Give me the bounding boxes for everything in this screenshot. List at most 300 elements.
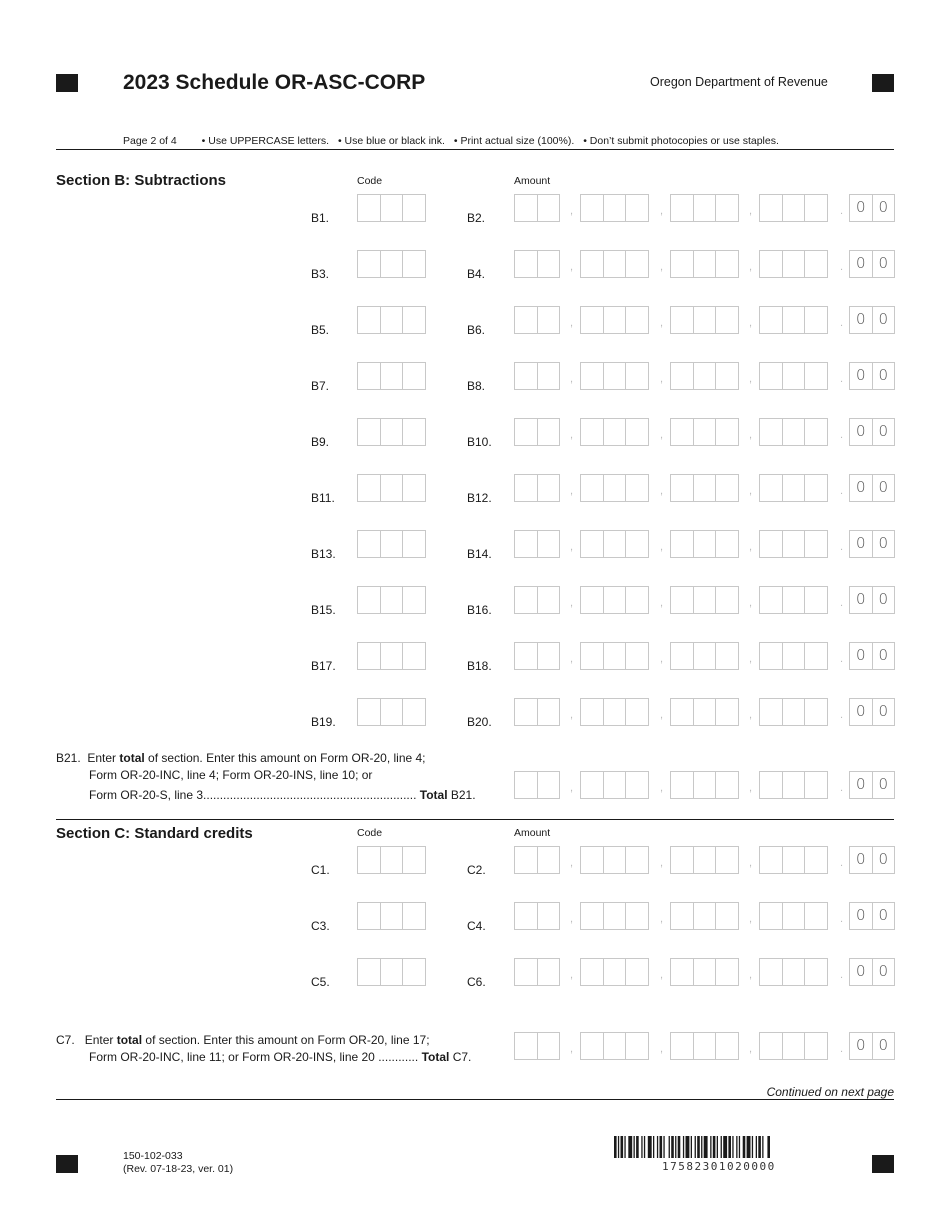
code-field-b13-cell[interactable] bbox=[403, 531, 425, 557]
line-c2-amount-group-4-cell[interactable] bbox=[783, 847, 806, 873]
code-field-b15-cell[interactable] bbox=[381, 587, 404, 613]
line-b10-amount-group-2-cell[interactable] bbox=[604, 419, 627, 445]
code-field-b15-cell[interactable] bbox=[403, 587, 425, 613]
line-c2-amount-group-1-cell[interactable] bbox=[538, 847, 560, 873]
line-c2-thousands-separator: , bbox=[660, 857, 664, 869]
line-b16-amount-group-4[interactable] bbox=[759, 586, 828, 614]
line-b8-cents-field bbox=[849, 362, 895, 390]
line-b20-amount-group-1-cell[interactable] bbox=[538, 699, 560, 725]
line-c2-amount-group-2-cell[interactable] bbox=[604, 847, 627, 873]
line-b18-amount-group-3-cell[interactable] bbox=[671, 643, 694, 669]
code-field-b7-cell[interactable] bbox=[403, 363, 425, 389]
line-c2-amount-group-4[interactable] bbox=[759, 846, 828, 874]
line-b2-amount-group-2-cell[interactable] bbox=[626, 195, 648, 221]
line-b4-amount-group-2-cell[interactable] bbox=[581, 251, 604, 277]
code-field-b5-cell[interactable] bbox=[358, 307, 381, 333]
line-c7-thousands-separator: , bbox=[749, 1043, 753, 1055]
line-b12-amount-group-4[interactable] bbox=[759, 474, 828, 502]
line-b2-amount-group-4-cell[interactable] bbox=[805, 195, 827, 221]
line-c6-amount-group-1-cell[interactable] bbox=[538, 959, 560, 985]
line-b21-amount-group-4[interactable] bbox=[759, 771, 828, 799]
line-b14-amount-group-2-cell[interactable] bbox=[604, 531, 627, 557]
line-b20-amount-group-1-cell[interactable] bbox=[515, 699, 538, 725]
line-b2-amount-group-4-cell[interactable] bbox=[783, 195, 806, 221]
line-c2-amount-group-2-cell[interactable] bbox=[581, 847, 604, 873]
line-b10-amount-group-4[interactable] bbox=[759, 418, 828, 446]
code-field-b3-cell[interactable] bbox=[381, 251, 404, 277]
line-b16-amount-group-2-cell[interactable] bbox=[604, 587, 627, 613]
line-b6-amount-group-4-cell[interactable] bbox=[760, 307, 783, 333]
line-c4-amount-group-2[interactable] bbox=[580, 902, 649, 930]
line-c7-amount-group-3-cell[interactable] bbox=[694, 1033, 717, 1059]
code-field-b17-cell[interactable] bbox=[358, 643, 381, 669]
line-b12-amount-group-3-cell[interactable] bbox=[694, 475, 717, 501]
line-b14-amount-group-4-cell[interactable] bbox=[805, 531, 827, 557]
line-b10-amount-group-4-cell[interactable] bbox=[783, 419, 806, 445]
line-c4-amount-group-4-cell[interactable] bbox=[760, 903, 783, 929]
line-b12-amount-group-4-cell[interactable] bbox=[783, 475, 806, 501]
line-b16-amount-group-4-cell[interactable] bbox=[783, 587, 806, 613]
code-field-b15[interactable] bbox=[357, 586, 426, 614]
line-b10-amount-group-1-cell[interactable] bbox=[538, 419, 560, 445]
line-b10-amount-group-3-cell[interactable] bbox=[716, 419, 738, 445]
line-b2-amount-group-2[interactable] bbox=[580, 194, 649, 222]
line-b18-amount-group-1-cell[interactable] bbox=[515, 643, 538, 669]
line-b20-amount-group-4-cell[interactable] bbox=[783, 699, 806, 725]
line-c7-amount-group-2-cell[interactable] bbox=[581, 1033, 604, 1059]
line-b14-amount-group-2-cell[interactable] bbox=[581, 531, 604, 557]
line-b8-amount-group-4[interactable] bbox=[759, 362, 828, 390]
line-b6-amount-group-2[interactable] bbox=[580, 306, 649, 334]
line-b16-amount-group-2-cell[interactable] bbox=[626, 587, 648, 613]
line-b8-amount-group-1-cell[interactable] bbox=[515, 363, 538, 389]
line-c7-amount-group-1-cell[interactable] bbox=[515, 1033, 538, 1059]
line-b6-amount-group-4-cell[interactable] bbox=[805, 307, 827, 333]
line-b18-amount-group-3[interactable] bbox=[670, 642, 739, 670]
line-b10-amount-group-2[interactable] bbox=[580, 418, 649, 446]
line-c7-amount-group-4-cell[interactable] bbox=[783, 1033, 806, 1059]
line-b18-amount-group-3-cell[interactable] bbox=[694, 643, 717, 669]
line-b20-amount-group-3[interactable] bbox=[670, 698, 739, 726]
line-b21-amount-group-4-cell[interactable] bbox=[760, 772, 783, 798]
line-c7-amount-group-3[interactable] bbox=[670, 1032, 739, 1060]
code-field-c3[interactable] bbox=[357, 902, 426, 930]
line-c7-amount-group-4-cell[interactable] bbox=[760, 1033, 783, 1059]
line-b20-amount-group-2-cell[interactable] bbox=[604, 699, 627, 725]
line-b10-thousands-separator: , bbox=[660, 429, 664, 441]
line-b12-amount-group-2-cell[interactable] bbox=[604, 475, 627, 501]
line-c4-amount-group-3-cell[interactable] bbox=[671, 903, 694, 929]
line-b21-amount-group-3-cell[interactable] bbox=[694, 772, 717, 798]
line-c2-amount-group-2-cell[interactable] bbox=[626, 847, 648, 873]
code-field-c1-cell[interactable] bbox=[381, 847, 404, 873]
line-b20-amount-group-1[interactable] bbox=[514, 698, 560, 726]
line-b10-amount-group-4-cell[interactable] bbox=[760, 419, 783, 445]
line-b8-amount-group-2-cell[interactable] bbox=[581, 363, 604, 389]
line-b18-amount-group-4-cell[interactable] bbox=[760, 643, 783, 669]
code-field-b19-cell[interactable] bbox=[381, 699, 404, 725]
code-field-c3-cell[interactable] bbox=[403, 903, 425, 929]
line-b4-thousands-separator: , bbox=[660, 261, 664, 273]
line-c2-amount-group-1[interactable] bbox=[514, 846, 560, 874]
line-b8-amount-group-3-cell[interactable] bbox=[716, 363, 738, 389]
line-b4-amount-group-1[interactable] bbox=[514, 250, 560, 278]
line-b18-amount-group-4-cell[interactable] bbox=[783, 643, 806, 669]
line-b21-amount-group-1[interactable] bbox=[514, 771, 560, 799]
barcode-bar bbox=[678, 1136, 681, 1158]
line-c4-amount-group-3-cell[interactable] bbox=[716, 903, 738, 929]
line-b6-amount-group-2-cell[interactable] bbox=[626, 307, 648, 333]
line-b16-amount-group-3-cell[interactable] bbox=[671, 587, 694, 613]
line-b20-amount-group-4-cell[interactable] bbox=[760, 699, 783, 725]
line-b10-amount-group-2-cell[interactable] bbox=[626, 419, 648, 445]
line-b10-amount-group-3-cell[interactable] bbox=[694, 419, 717, 445]
code-field-b17[interactable] bbox=[357, 642, 426, 670]
line-c2-amount-group-3-cell[interactable] bbox=[671, 847, 694, 873]
line-b21-amount-group-3[interactable] bbox=[670, 771, 739, 799]
line-b16-amount-group-2[interactable] bbox=[580, 586, 649, 614]
line-c4-amount-group-3[interactable] bbox=[670, 902, 739, 930]
line-c7-amount-group-3-cell[interactable] bbox=[716, 1033, 738, 1059]
line-c7-amount-group-4-cell[interactable] bbox=[805, 1033, 827, 1059]
line-b4-amount-group-2-cell[interactable] bbox=[604, 251, 627, 277]
line-b21-amount-group-2-cell[interactable] bbox=[604, 772, 627, 798]
line-c7-amount-group-1-cell[interactable] bbox=[538, 1033, 560, 1059]
code-field-b9-cell[interactable] bbox=[403, 419, 425, 445]
line-c6-amount-group-3-cell[interactable] bbox=[671, 959, 694, 985]
line-c6-amount-group-4-cell[interactable] bbox=[760, 959, 783, 985]
code-field-b3-cell[interactable] bbox=[403, 251, 425, 277]
line-b4-amount-group-2-cell[interactable] bbox=[626, 251, 648, 277]
line-b14-amount-group-4[interactable] bbox=[759, 530, 828, 558]
line-b21-amount-group-3-cell[interactable] bbox=[716, 772, 738, 798]
code-field-b11-cell[interactable] bbox=[381, 475, 404, 501]
line-c2-amount-group-1-cell[interactable] bbox=[515, 847, 538, 873]
line-b4-amount-group-2[interactable] bbox=[580, 250, 649, 278]
line-b6-amount-group-3[interactable] bbox=[670, 306, 739, 334]
line-b6-amount-group-3-cell[interactable] bbox=[716, 307, 738, 333]
line-b16-amount-group-4-cell[interactable] bbox=[805, 587, 827, 613]
code-field-b13[interactable] bbox=[357, 530, 426, 558]
line-b21-cents-field bbox=[849, 771, 895, 799]
line-b20-amount-group-3-cell[interactable] bbox=[716, 699, 738, 725]
line-c6-amount-group-2-cell[interactable] bbox=[626, 959, 648, 985]
line-b14-amount-group-1-cell[interactable] bbox=[515, 531, 538, 557]
line-b12-amount-group-2-cell[interactable] bbox=[581, 475, 604, 501]
form-number-block bbox=[123, 1150, 233, 1176]
line-b12-decimal-point: . bbox=[840, 485, 844, 497]
line-c6-amount-group-3[interactable] bbox=[670, 958, 739, 986]
code-field-b1-cell[interactable] bbox=[358, 195, 381, 221]
line-b6-amount-group-1[interactable] bbox=[514, 306, 560, 334]
line-b14-thousands-separator: , bbox=[749, 541, 753, 553]
code-field-b5-cell[interactable] bbox=[403, 307, 425, 333]
line-b18-amount-group-1-cell[interactable] bbox=[538, 643, 560, 669]
line-c4-amount-group-3-cell[interactable] bbox=[694, 903, 717, 929]
code-field-c3-cell[interactable] bbox=[358, 903, 381, 929]
line-b21-amount-group-2-cell[interactable] bbox=[581, 772, 604, 798]
line-c7-amount-group-2-cell[interactable] bbox=[626, 1033, 648, 1059]
line-c4-amount-group-4-cell[interactable] bbox=[805, 903, 827, 929]
line-c4-amount-group-4-cell[interactable] bbox=[783, 903, 806, 929]
line-c6-amount-group-2[interactable] bbox=[580, 958, 649, 986]
line-b20-thousands-separator: , bbox=[660, 709, 664, 721]
code-field-b1-cell[interactable] bbox=[381, 195, 404, 221]
line-b20-amount-group-3-cell[interactable] bbox=[671, 699, 694, 725]
line-b2-amount-group-4[interactable] bbox=[759, 194, 828, 222]
line-b8-amount-group-1-cell[interactable] bbox=[538, 363, 560, 389]
code-field-c5-cell[interactable] bbox=[358, 959, 381, 985]
barcode-bar bbox=[767, 1136, 770, 1158]
line-b2-amount-group-1-cell[interactable] bbox=[515, 195, 538, 221]
line-b4-amount-group-4-cell[interactable] bbox=[783, 251, 806, 277]
line-c7-amount-group-2[interactable] bbox=[580, 1032, 649, 1060]
line-c4-amount-group-1[interactable] bbox=[514, 902, 560, 930]
code-field-b11[interactable] bbox=[357, 474, 426, 502]
line-c2-amount-group-3-cell[interactable] bbox=[694, 847, 717, 873]
line-b6-amount-group-3-cell[interactable] bbox=[694, 307, 717, 333]
line-c4-amount-group-1-cell[interactable] bbox=[538, 903, 560, 929]
line-b21-amount-group-4-cell[interactable] bbox=[805, 772, 827, 798]
line-b14-amount-group-2[interactable] bbox=[580, 530, 649, 558]
line-c7-amount-group-2-cell[interactable] bbox=[604, 1033, 627, 1059]
line-b16-amount-group-3-cell[interactable] bbox=[716, 587, 738, 613]
form-number: 150-102-033 bbox=[123, 1150, 183, 1162]
code-field-b17-cell[interactable] bbox=[403, 643, 425, 669]
line-b2-amount-group-4-cell[interactable] bbox=[760, 195, 783, 221]
line-c2-amount-group-3-cell[interactable] bbox=[716, 847, 738, 873]
line-b18-amount-group-4[interactable] bbox=[759, 642, 828, 670]
line-b2-amount-group-2-cell[interactable] bbox=[604, 195, 627, 221]
code-field-b13-cell[interactable] bbox=[381, 531, 404, 557]
line-b6-amount-group-1-cell[interactable] bbox=[538, 307, 560, 333]
line-b2-amount-group-3-cell[interactable] bbox=[694, 195, 717, 221]
line-b21-amount-group-4-cell[interactable] bbox=[783, 772, 806, 798]
code-field-b19-cell[interactable] bbox=[403, 699, 425, 725]
line-c6-amount-group-3-cell[interactable] bbox=[694, 959, 717, 985]
code-field-c5-cell[interactable] bbox=[403, 959, 425, 985]
code-field-b9-cell[interactable] bbox=[381, 419, 404, 445]
line-c4-amount-group-2-cell[interactable] bbox=[626, 903, 648, 929]
line-b21-amount-group-1-cell[interactable] bbox=[538, 772, 560, 798]
line-c6-amount-group-2-cell[interactable] bbox=[581, 959, 604, 985]
line-b2-amount-group-3[interactable] bbox=[670, 194, 739, 222]
line-b12-amount-group-1-cell[interactable] bbox=[515, 475, 538, 501]
line-b18-amount-group-3-cell[interactable] bbox=[716, 643, 738, 669]
code-field-b11-cell[interactable] bbox=[358, 475, 381, 501]
line-b14-amount-group-1-cell[interactable] bbox=[538, 531, 560, 557]
line-b14-amount-group-3-cell[interactable] bbox=[694, 531, 717, 557]
line-b4-amount-group-4-cell[interactable] bbox=[805, 251, 827, 277]
line-b6-amount-group-2-cell[interactable] bbox=[581, 307, 604, 333]
code-field-c1[interactable] bbox=[357, 846, 426, 874]
code-field-b7-cell[interactable] bbox=[381, 363, 404, 389]
line-b10-amount-group-1-cell[interactable] bbox=[515, 419, 538, 445]
line-b8-amount-group-3-cell[interactable] bbox=[671, 363, 694, 389]
department-name: Oregon Department of Revenue bbox=[650, 75, 828, 89]
line-b12-amount-group-1[interactable] bbox=[514, 474, 560, 502]
line-b2-amount-group-1-cell[interactable] bbox=[538, 195, 560, 221]
line-b14-amount-group-2-cell[interactable] bbox=[626, 531, 648, 557]
line-b12-amount-group-1-cell[interactable] bbox=[538, 475, 560, 501]
line-b16-amount-group-3-cell[interactable] bbox=[694, 587, 717, 613]
line-c2-amount-group-4-cell[interactable] bbox=[805, 847, 827, 873]
barcode-bar bbox=[762, 1136, 763, 1158]
code-field-b3[interactable] bbox=[357, 250, 426, 278]
line-b4-amount-group-3-cell[interactable] bbox=[671, 251, 694, 277]
line-c4-amount-group-4[interactable] bbox=[759, 902, 828, 930]
code-field-c5[interactable] bbox=[357, 958, 426, 986]
line-b21-amount-group-2-cell[interactable] bbox=[626, 772, 648, 798]
line-b16-amount-group-2-cell[interactable] bbox=[581, 587, 604, 613]
line-b8-amount-group-2-cell[interactable] bbox=[626, 363, 648, 389]
line-c2-amount-group-4-cell[interactable] bbox=[760, 847, 783, 873]
code-field-b1[interactable] bbox=[357, 194, 426, 222]
line-b4-amount-group-1-cell[interactable] bbox=[538, 251, 560, 277]
line-c2-amount-group-2[interactable] bbox=[580, 846, 649, 874]
line-b4-amount-group-3-cell[interactable] bbox=[694, 251, 717, 277]
code-field-b15-cell[interactable] bbox=[358, 587, 381, 613]
line-b16-amount-group-3[interactable] bbox=[670, 586, 739, 614]
line-b12-amount-group-2-cell[interactable] bbox=[626, 475, 648, 501]
line-b21-amount-group-3-cell[interactable] bbox=[671, 772, 694, 798]
line-b16-amount-group-1-cell[interactable] bbox=[538, 587, 560, 613]
line-b10-amount-group-4-cell[interactable] bbox=[805, 419, 827, 445]
code-field-c3-cell[interactable] bbox=[381, 903, 404, 929]
line-b14-amount-group-4-cell[interactable] bbox=[783, 531, 806, 557]
line-b8-amount-group-2[interactable] bbox=[580, 362, 649, 390]
line-b10-amount-group-3[interactable] bbox=[670, 418, 739, 446]
line-b8-amount-group-3-cell[interactable] bbox=[694, 363, 717, 389]
line-label-c4: C4. bbox=[467, 919, 486, 933]
line-b18-amount-group-1[interactable] bbox=[514, 642, 560, 670]
code-field-b7-cell[interactable] bbox=[358, 363, 381, 389]
code-field-b13-cell[interactable] bbox=[358, 531, 381, 557]
line-c7-amount-group-3-cell[interactable] bbox=[671, 1033, 694, 1059]
line-b8-amount-group-2-cell[interactable] bbox=[604, 363, 627, 389]
line-b4-amount-group-3[interactable] bbox=[670, 250, 739, 278]
line-b8-amount-group-4-cell[interactable] bbox=[760, 363, 783, 389]
line-b16-amount-group-1-cell[interactable] bbox=[515, 587, 538, 613]
code-field-c1-cell[interactable] bbox=[358, 847, 381, 873]
line-b20-amount-group-4[interactable] bbox=[759, 698, 828, 726]
line-b2-amount-group-3-cell[interactable] bbox=[716, 195, 738, 221]
code-field-b19-cell[interactable] bbox=[358, 699, 381, 725]
line-b20-thousands-separator: , bbox=[749, 709, 753, 721]
code-field-b1-cell[interactable] bbox=[403, 195, 425, 221]
line-b12-amount-group-2[interactable] bbox=[580, 474, 649, 502]
line-b20-amount-group-2[interactable] bbox=[580, 698, 649, 726]
line-b8-amount-group-4-cell[interactable] bbox=[805, 363, 827, 389]
line-b6-amount-group-3-cell[interactable] bbox=[671, 307, 694, 333]
barcode-bar bbox=[713, 1136, 716, 1158]
line-b21-amount-group-1-cell[interactable] bbox=[515, 772, 538, 798]
line-b6-amount-group-2-cell[interactable] bbox=[604, 307, 627, 333]
line-b4-amount-group-4[interactable] bbox=[759, 250, 828, 278]
line-b18-amount-group-2-cell[interactable] bbox=[581, 643, 604, 669]
line-c6-amount-group-4-cell[interactable] bbox=[783, 959, 806, 985]
instruction-uppercase: • Use UPPERCASE letters. bbox=[201, 135, 330, 147]
line-b14-amount-group-3[interactable] bbox=[670, 530, 739, 558]
line-b2-amount-group-1[interactable] bbox=[514, 194, 560, 222]
line-b10-amount-group-1[interactable] bbox=[514, 418, 560, 446]
line-b4-amount-group-3-cell[interactable] bbox=[716, 251, 738, 277]
code-field-b17-cell[interactable] bbox=[381, 643, 404, 669]
line-b8-amount-group-1[interactable] bbox=[514, 362, 560, 390]
code-field-b11-cell[interactable] bbox=[403, 475, 425, 501]
line-b6-amount-group-1-cell[interactable] bbox=[515, 307, 538, 333]
line-b10-amount-group-2-cell[interactable] bbox=[581, 419, 604, 445]
line-b20-amount-group-4-cell[interactable] bbox=[805, 699, 827, 725]
line-c6-amount-group-4[interactable] bbox=[759, 958, 828, 986]
code-field-b7[interactable] bbox=[357, 362, 426, 390]
code-field-b9-cell[interactable] bbox=[358, 419, 381, 445]
line-c6-amount-group-3-cell[interactable] bbox=[716, 959, 738, 985]
line-b6-amount-group-4[interactable] bbox=[759, 306, 828, 334]
line-b6-amount-group-4-cell[interactable] bbox=[783, 307, 806, 333]
line-c4-amount-group-2-cell[interactable] bbox=[604, 903, 627, 929]
line-c6-amount-group-4-cell[interactable] bbox=[805, 959, 827, 985]
line-c4-amount-group-1-cell[interactable] bbox=[515, 903, 538, 929]
line-b10-amount-group-3-cell[interactable] bbox=[671, 419, 694, 445]
line-b18-amount-group-4-cell[interactable] bbox=[805, 643, 827, 669]
line-b18-amount-group-2-cell[interactable] bbox=[604, 643, 627, 669]
line-b20-amount-group-3-cell[interactable] bbox=[694, 699, 717, 725]
line-b20-amount-group-2-cell[interactable] bbox=[626, 699, 648, 725]
line-b12-amount-group-4-cell[interactable] bbox=[805, 475, 827, 501]
line-b18-amount-group-2[interactable] bbox=[580, 642, 649, 670]
code-field-c5-cell[interactable] bbox=[381, 959, 404, 985]
b21-line3 bbox=[89, 787, 476, 804]
code-field-b5[interactable] bbox=[357, 306, 426, 334]
line-c7-amount-group-4[interactable] bbox=[759, 1032, 828, 1060]
line-b16-amount-group-1[interactable] bbox=[514, 586, 560, 614]
line-c4-amount-group-2-cell[interactable] bbox=[581, 903, 604, 929]
line-b2-amount-group-3-cell[interactable] bbox=[671, 195, 694, 221]
line-b16-amount-group-4-cell[interactable] bbox=[760, 587, 783, 613]
code-field-b9[interactable] bbox=[357, 418, 426, 446]
line-b8-amount-group-3[interactable] bbox=[670, 362, 739, 390]
line-b2-amount-group-2-cell[interactable] bbox=[581, 195, 604, 221]
code-field-b3-cell[interactable] bbox=[358, 251, 381, 277]
line-b18-amount-group-2-cell[interactable] bbox=[626, 643, 648, 669]
line-b4-amount-group-4-cell[interactable] bbox=[760, 251, 783, 277]
line-b12-amount-group-3-cell[interactable] bbox=[671, 475, 694, 501]
line-b14-amount-group-4-cell[interactable] bbox=[760, 531, 783, 557]
line-c6-amount-group-1-cell[interactable] bbox=[515, 959, 538, 985]
line-b14-amount-group-3-cell[interactable] bbox=[671, 531, 694, 557]
line-b12-amount-group-3-cell[interactable] bbox=[716, 475, 738, 501]
line-b4-amount-group-1-cell[interactable] bbox=[515, 251, 538, 277]
line-b14-amount-group-1[interactable] bbox=[514, 530, 560, 558]
line-b20-amount-group-2-cell[interactable] bbox=[581, 699, 604, 725]
line-c7-amount-group-1[interactable] bbox=[514, 1032, 560, 1060]
line-c6-amount-group-2-cell[interactable] bbox=[604, 959, 627, 985]
code-field-b5-cell[interactable] bbox=[381, 307, 404, 333]
code-field-c1-cell[interactable] bbox=[403, 847, 425, 873]
section-b-amount-header: Amount bbox=[514, 175, 551, 187]
line-b12-amount-group-4-cell[interactable] bbox=[760, 475, 783, 501]
line-c6-amount-group-1[interactable] bbox=[514, 958, 560, 986]
barcode-bar bbox=[686, 1136, 690, 1158]
line-b8-amount-group-4-cell[interactable] bbox=[783, 363, 806, 389]
code-field-b19[interactable] bbox=[357, 698, 426, 726]
line-c2-amount-group-3[interactable] bbox=[670, 846, 739, 874]
line-b14-amount-group-3-cell[interactable] bbox=[716, 531, 738, 557]
line-b12-thousands-separator: , bbox=[570, 485, 574, 497]
line-b21-amount-group-2[interactable] bbox=[580, 771, 649, 799]
line-b12-amount-group-3[interactable] bbox=[670, 474, 739, 502]
